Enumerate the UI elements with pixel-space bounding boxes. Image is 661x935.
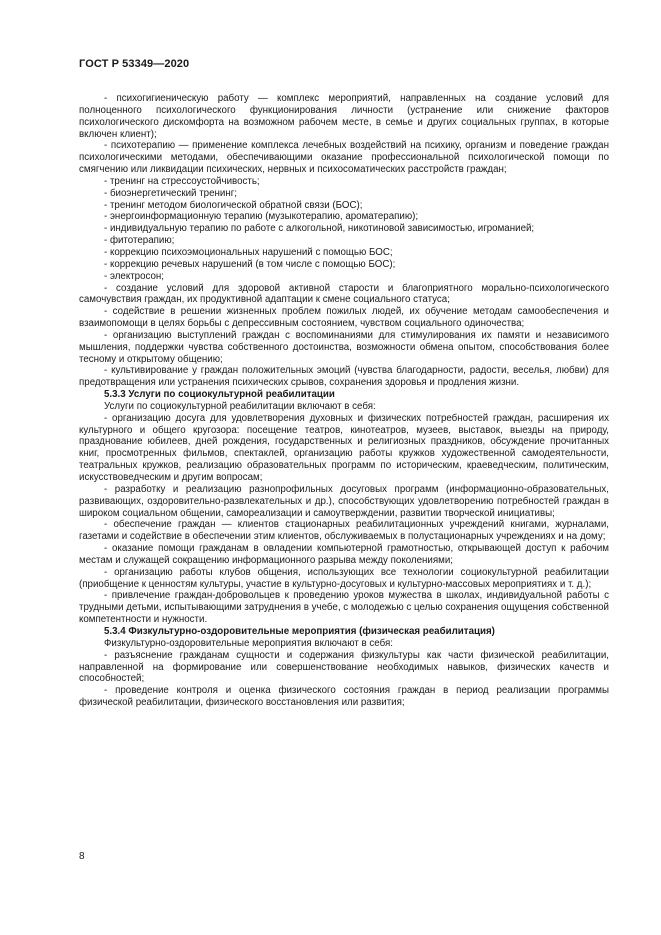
list-item: - организацию выступлений граждан с воспоминаниями для стимулирования их памяти и независимого мышления, поддержки чувства собственного достоинства, возможности обмена опытом, способствования более тесному и открытому общению;	[79, 329, 609, 365]
list-item: - тренинг на стрессоустойчивость;	[104, 175, 260, 187]
section-intro: Услуги по социокультурной реабилитации включают в себя:	[104, 400, 376, 412]
list-item: - разработку и реализацию разнопрофильных досуговых программ (информационно-образовательных, развивающих, оздоровительно-развлекательных и др.), способствующих удовлетворению потребностей граждан в широком социальном общении, самореализации и самоутверждении, развитии творческой инициативы;	[79, 483, 609, 519]
list-item: - организацию работы клубов общения, использующих все технологии социокультурной реабилитации (приобщение к ценностям культуры, участие в культурно-досуговых и культурно-массовых мероприятиях и т. д.);	[79, 566, 609, 590]
list-item: - психотерапию — применение комплекса лечебных воздействий на психику, организм и поведение граждан психологическими методами, обеспечивающими оказание профессиональной психологической помощи по смягчению или ликвидации психических, нервных и психосоматических расстройств граждан;	[79, 140, 609, 176]
page-content	[79, 93, 609, 709]
list-item: - содействие в решении жизненных проблем пожилых людей, их обучение методам самообеспечения и взаимопомощи в целях борьбы с депрессивным состоянием, чувством социального одиночества;	[79, 306, 609, 330]
list-item: - психогигиеническую работу — комплекс мероприятий, направленных на создание условий для полноценного психологического функционирования личности (устранение или снижение факторов психологического дискомфорта на возможном рабочем месте, в семье и других социальных группах, в которые включен клиент);	[79, 93, 609, 140]
list-item: - индивидуальную терапию по работе с алкогольной, никотиновой зависимостью, игроманией;	[104, 223, 535, 235]
section-intro: Физкультурно-оздоровительные мероприятия включают в себя:	[104, 637, 393, 649]
list-item: - оказание помощи гражданам в овладении компьютерной грамотностью, открывающей доступ к рабочим местам и служащей сокращению информационного разрыва между поколениями;	[79, 543, 609, 566]
section-heading-5-3-3: 5.3.3 Услуги по социокультурной реабилитации	[104, 389, 335, 401]
list-item: - организацию досуга для удовлетворения духовных и физических потребностей граждан, расширения их культурного и общего кругозора: посещение театров, кинотеатров, музеев, выставок, выезды на природу, празднование юбилеев, дней рождения, государственных и религиозных праздников, обсуждение прочитанных книг, просмотренных фильмов, спектаклей, организацию работы кружков художественной самодеятельности, театральных кружков, реализацию образовательных программ по историческим, краеведческим, политическим, искусствоведческим и другим вопросам;	[79, 412, 609, 483]
list-item: - создание условий для здоровой активной старости и благоприятного морально-психологического самочувствия граждан, их продуктивной адаптации к смене социального статуса;	[79, 282, 609, 306]
list-item: - коррекцию речевых нарушений (в том числе с помощью БОС);	[104, 258, 396, 270]
list-item: - биоэнергетический тренинг;	[104, 187, 238, 199]
list-item: - коррекцию психоэмоциональных нарушений с помощью БОС;	[104, 246, 393, 258]
list-item: - привлечение граждан-добровольцев к проведению уроков мужества в школах, индивидуальной работы с трудными детьми, испытывающими затруднения в учебе, с молодежью с целью сохранения ощущения собственной компетентности и нужности.	[79, 590, 609, 626]
section-heading-5-3-4: 5.3.4 Физкультурно-оздоровительные мероприятия (физическая реабилитация)	[104, 625, 495, 637]
list-item: - энергоинформационную терапию (музыкотерапию, ароматерапию);	[104, 211, 419, 223]
page-number: 8	[79, 851, 85, 862]
list-item: - тренинг методом биологической обратной связи (БОС);	[104, 199, 363, 211]
list-item: - проведение контроля и оценка физического состояния граждан в период реализации программы физической реабилитации, физического восстановления или развития;	[79, 685, 609, 709]
list-item: - разъяснение гражданам сущности и содержания физкультуры как части физической реабилитации, направленной на формирование или совершенствование необходимых навыков, физических качеств и способностей;	[79, 649, 609, 685]
list-item: - фитотерапию;	[104, 235, 175, 247]
list-item: - культивирование у граждан положительных эмоций (чувства благодарности, радости, веселья, любви) для предотвращения или устранения психических срывов, сохранения здоровья и продления жизни.	[79, 365, 609, 389]
document-header: ГОСТ Р 53349—2020	[79, 58, 190, 70]
list-item: - обеспечение граждан — клиентов стационарных реабилитационных учреждений книгами, журналами, газетами и содействие в обеспечении этим клиентов, обслуживаемых в полустационарных учреждениях и на дому;	[79, 519, 609, 543]
list-item: - электросон;	[104, 270, 165, 282]
